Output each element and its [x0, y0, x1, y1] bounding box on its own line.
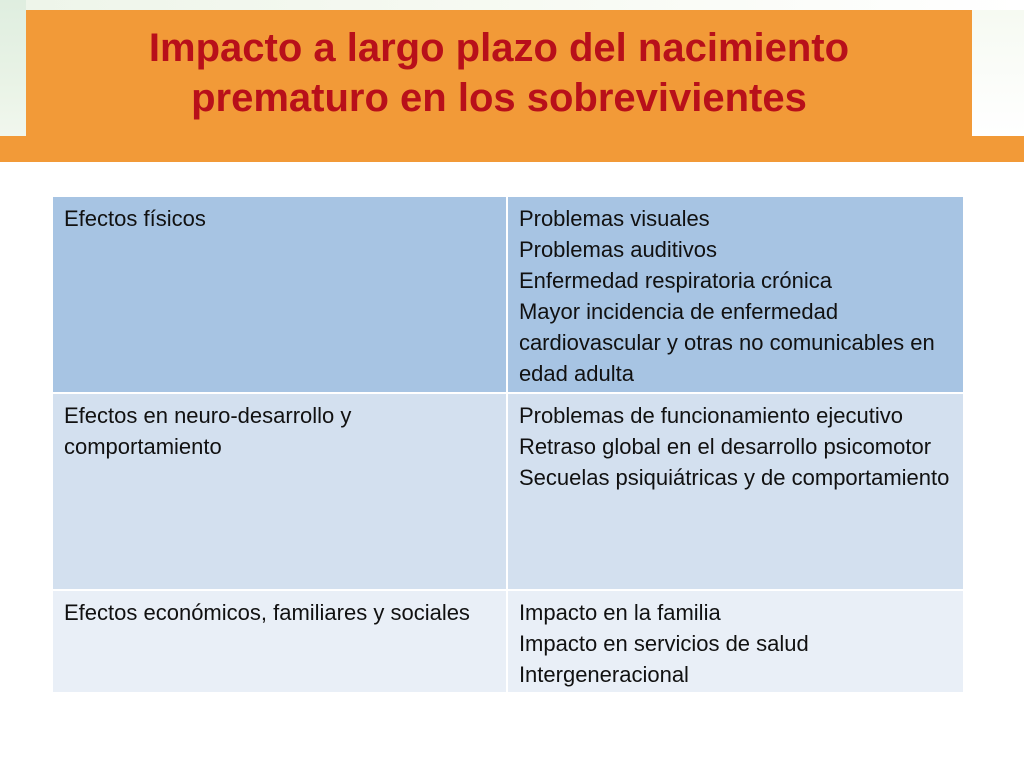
category-cell: Efectos en neuro-desarrollo y comportamiento [52, 393, 507, 590]
background-decoration-top [26, 0, 1024, 10]
effects-table [51, 195, 965, 694]
background-decoration-left [0, 0, 26, 136]
category-cell: Efectos físicos [52, 196, 507, 393]
title-banner [26, 10, 972, 136]
table-row [52, 393, 964, 590]
category-cell: Efectos económicos, familiares y sociales [52, 590, 507, 693]
effects-cell: Impacto en la familia Impacto en servicios de salud Intergeneracional [507, 590, 964, 693]
orange-divider-band [0, 136, 1024, 162]
slide-title: Impacto a largo plazo del nacimiento prematuro en los sobrevivientes [148, 26, 850, 120]
effects-cell: Problemas visuales Problemas auditivos Enfermedad respiratoria crónica Mayor incidencia de enfermedad cardiovascular y otras no comunicables en edad adulta [507, 196, 964, 393]
background-decoration-right [972, 10, 1024, 136]
table-row [52, 590, 964, 693]
effects-cell: Problemas de funcionamiento ejecutivo Retraso global en el desarrollo psicomotor Secuelas psiquiátricas y de comportamiento [507, 393, 964, 590]
table-row [52, 196, 964, 393]
